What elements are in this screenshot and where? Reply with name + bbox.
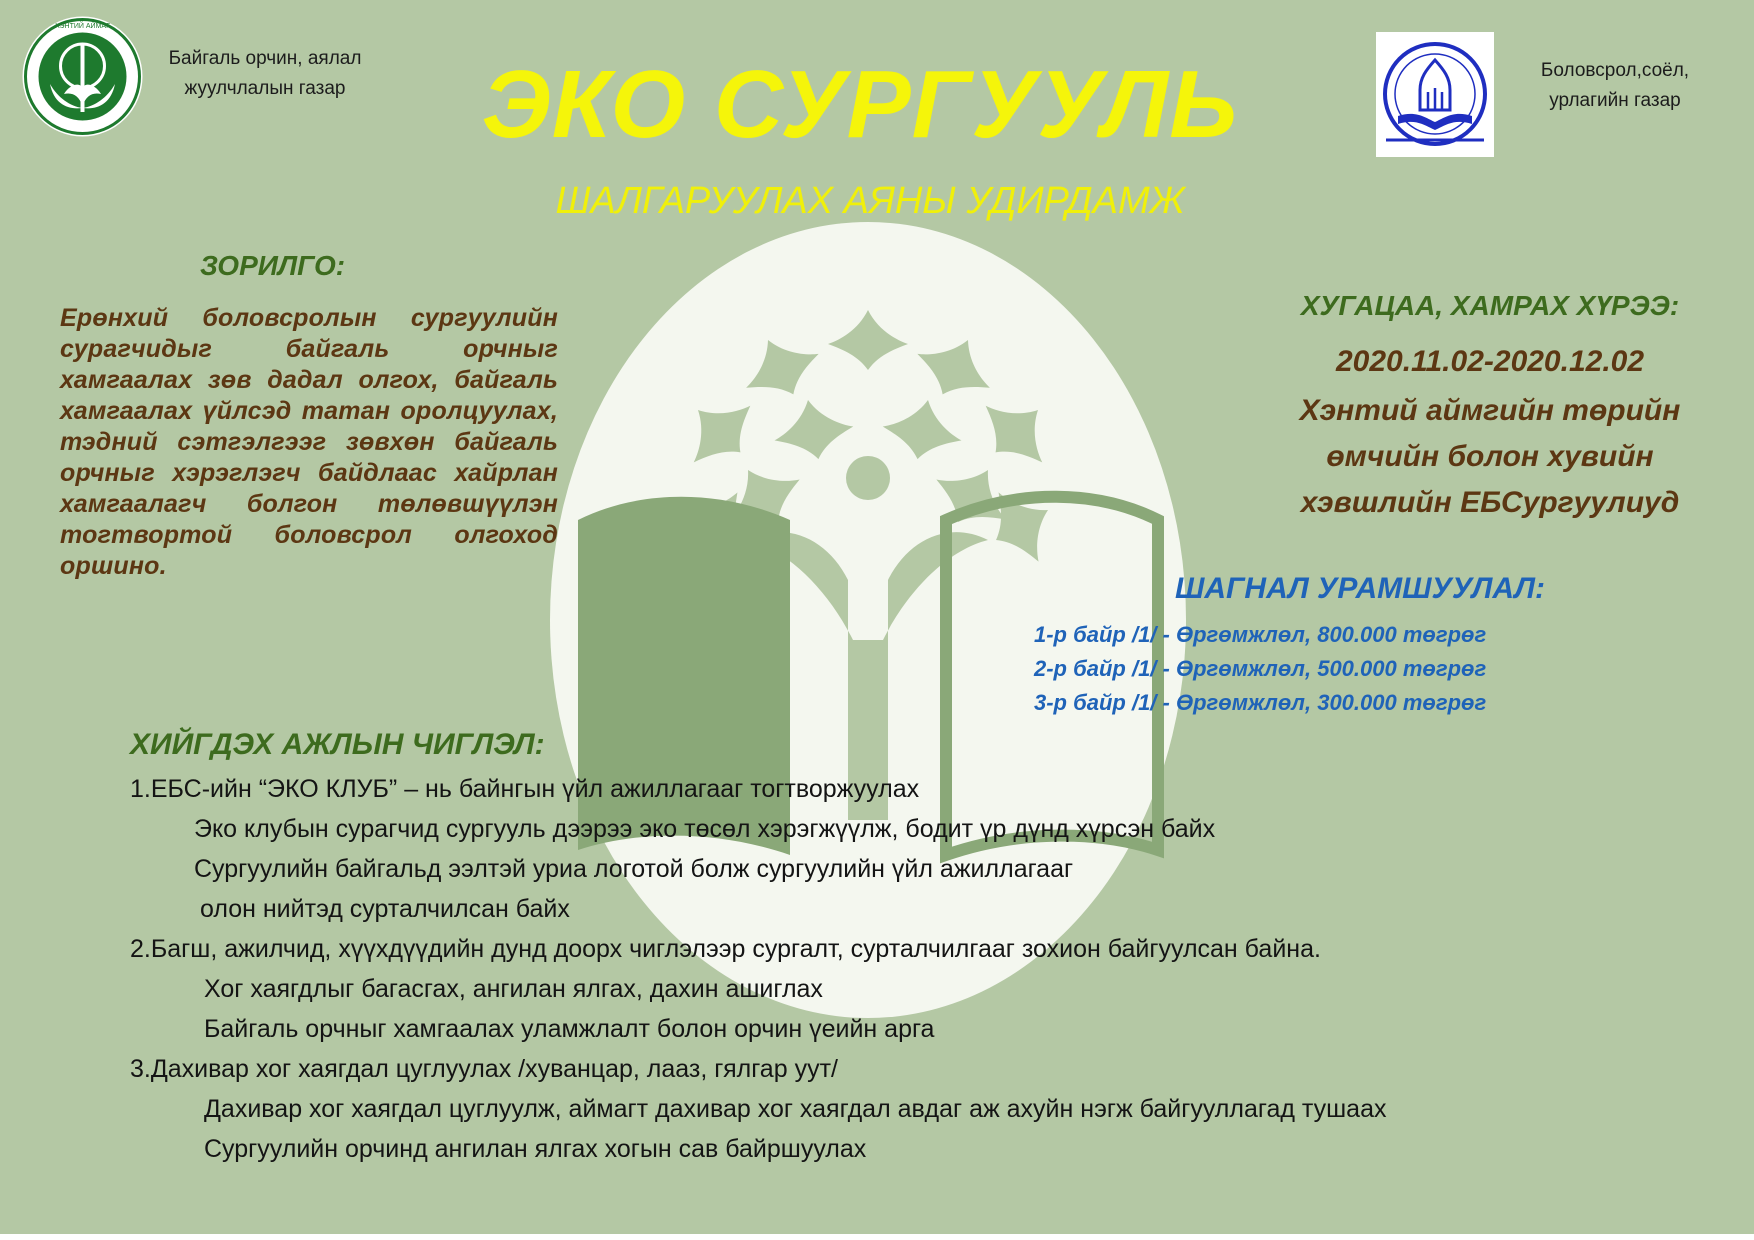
work-line: Хог хаягдлыг багасгах, ангилан ялгах, дахин ашиглах	[204, 975, 823, 1003]
work-list	[130, 769, 1630, 1169]
work-line: 2.Багш, ажилчид, хүүхдүүдийн дунд доорх чиглэлээр сургалт, сурталчилгааг зохион байгуулсан байна.	[130, 935, 1321, 963]
right-org-line2: урлагийн газар	[1549, 90, 1681, 111]
work-line: Сургуулийн орчинд ангилан ялгах хогын сав байршуулах	[204, 1135, 867, 1163]
work-heading: ХИЙГДЭХ АЖЛЫН ЧИГЛЭЛ:	[130, 728, 545, 761]
environment-agency-logo-icon	[20, 14, 145, 139]
work-line: Дахивар хог хаягдал цуглуулж, аймагт дахивар хог хаягдал авдаг аж ахуйн нэгж байгууллагад тушаах	[204, 1095, 1387, 1123]
scope-line3: хэвшлийн ЕБСургуулиуд	[1300, 486, 1680, 519]
work-line: 3.Дахивар хог хаягдал цуглуулах /хуванцар, лааз, гялгар уут/	[130, 1055, 838, 1083]
goal-text: Ерөнхий боловсролын сургуулийн сурагчидыг байгаль орчныг хамгаалах зөв дадал олгох, байгаль хамгаалах үйлсэд татан оролцуулах, тэдний сэтгэлгээг зөвхөн байгаль орчныг хэрэглэгч байдлаас хайрлан хамгаалагч болгон төлөвшүүлэн тогтвортой боловсрол олгоход оршино.	[60, 304, 558, 580]
work-line: олон нийтэд сурталчилсан байх	[200, 895, 570, 923]
reward-item: 3-р байр /1/ - Өргөмжлөл, 300.000 төгрөг	[1034, 690, 1487, 715]
work-line: Сургуулийн байгальд ээлтэй уриа логотой болж сургуулийн үйл ажиллагааг	[194, 855, 1074, 883]
left-org-line1: Байгаль орчин, аялал	[168, 48, 362, 69]
left-organization-name	[150, 44, 380, 104]
reward-item: 2-р байр /1/ - Өргөмжлөл, 500.000 төгрөг	[1034, 656, 1487, 681]
period-dates: 2020.11.02-2020.12.02	[1335, 345, 1645, 378]
work-line: Эко клубын сурагчид сургууль дээрээ эко төсөл хэрэгжүүлж, бодит үр дүнд хүрсэн байх	[194, 815, 1216, 843]
poster-subtitle: ШАЛГАРУУЛАХ АЯНЫ УДИРДАМЖ	[555, 180, 1185, 222]
work-line: 1.ЕБС-ийн “ЭКО КЛУБ” – нь байнгын үйл ажиллагааг тогтворжуулах	[130, 775, 920, 803]
period-heading: ХУГАЦАА, ХАМРАХ ХҮРЭЭ:	[1300, 290, 1680, 321]
work-line: Байгаль орчныг хамгаалах уламжлалт болон орчин үеийн арга	[204, 1015, 935, 1043]
goal-heading: ЗОРИЛГО:	[200, 250, 346, 281]
education-agency-logo-icon	[1376, 32, 1494, 157]
period-scope	[1240, 388, 1740, 526]
rewards-heading: ШАГНАЛ УРАМШУУЛАЛ:	[1174, 572, 1546, 605]
poster-title: ЭКО СУРГУУЛЬ	[481, 51, 1239, 158]
left-seal-text-top: ХЭНТИЙ АЙМАГ	[55, 23, 110, 30]
scope-line1: Хэнтий аймгийн төрийн	[1299, 394, 1681, 427]
reward-item: 1-р байр /1/ - Өргөмжлөл, 800.000 төгрөг	[1034, 622, 1487, 647]
rewards-list	[1034, 618, 1594, 720]
right-organization-name	[1515, 56, 1715, 116]
left-org-line2: жуулчлалын газар	[184, 78, 346, 99]
right-org-line1: Боловсрол,соёл,	[1540, 60, 1690, 81]
scope-line2: өмчийн болон хувийн	[1326, 440, 1654, 473]
